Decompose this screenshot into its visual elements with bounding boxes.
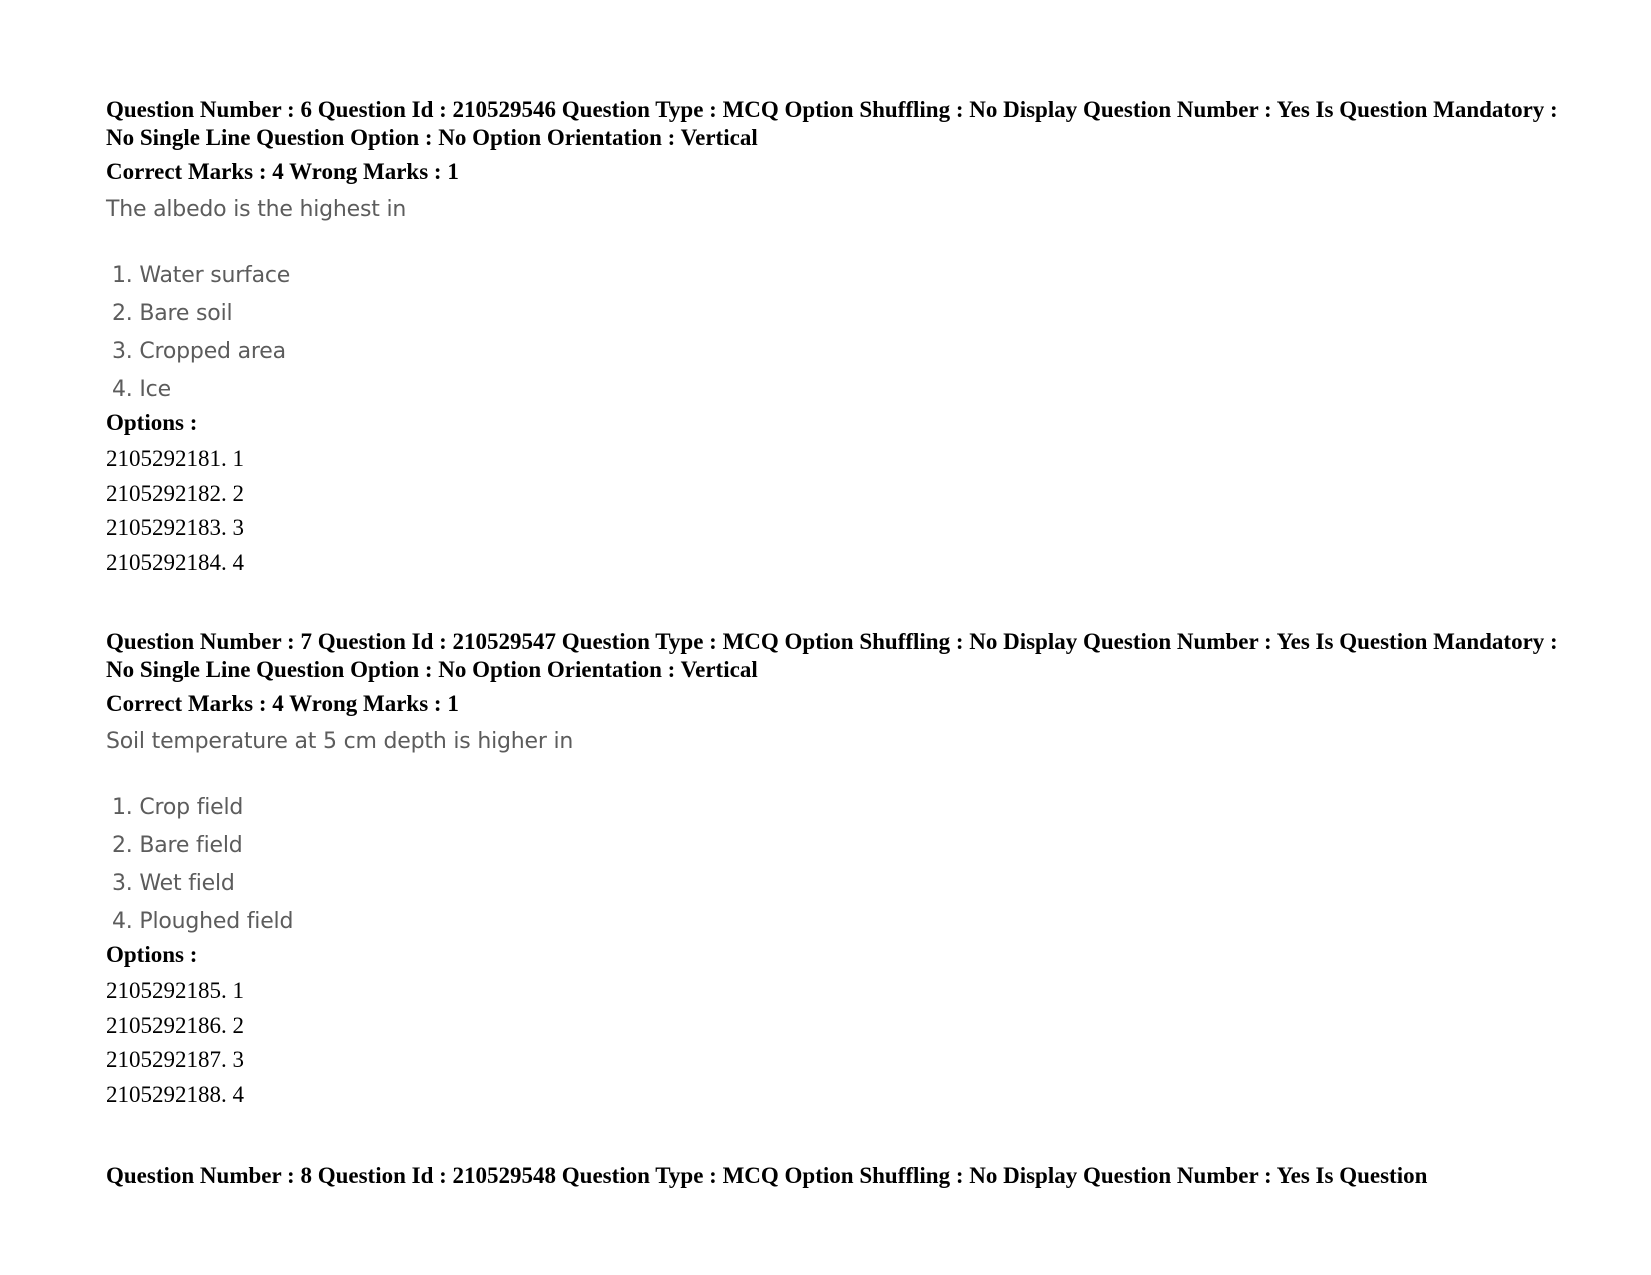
question-marks: Correct Marks : 4 Wrong Marks : 1 bbox=[106, 159, 459, 184]
option-item: 2105292182. 2 bbox=[106, 480, 244, 506]
option-item: 2105292187. 3 bbox=[106, 1047, 244, 1072]
choice-item: 3. Cropped area bbox=[112, 339, 286, 364]
options-label: Options : bbox=[106, 942, 198, 967]
question-stem: The albedo is the highest in bbox=[106, 197, 407, 222]
question-7 bbox=[106, 628, 1566, 1112]
option-item: 2105292184. 4 bbox=[106, 549, 244, 575]
choice-item: 2. Bare soil bbox=[112, 301, 233, 326]
question-8 bbox=[106, 1162, 1566, 1190]
choice-item: 4. Ice bbox=[112, 377, 171, 402]
option-item: 2105292181. 1 bbox=[106, 446, 244, 471]
question-marks: Correct Marks : 4 Wrong Marks : 1 bbox=[106, 691, 459, 716]
option-list bbox=[106, 442, 1566, 580]
question-stem: Soil temperature at 5 cm depth is higher in bbox=[106, 729, 574, 754]
options-label: Options : bbox=[106, 410, 198, 435]
choice-item: 1. Crop field bbox=[112, 795, 244, 820]
option-item: 2105292183. 3 bbox=[106, 515, 244, 540]
question-meta: Question Number : 6 Question Id : 210529546 Question Type : MCQ Option Shuffling : No Display Question Number : Yes Is Question Mandatory : No Single Line Question Option : No Option Orientation : Vertical bbox=[106, 97, 1558, 150]
option-item: 2105292185. 1 bbox=[106, 978, 244, 1003]
option-item: 2105292186. 2 bbox=[106, 1012, 244, 1038]
choice-item: 3. Wet field bbox=[112, 871, 235, 896]
choice-item: 1. Water surface bbox=[112, 263, 291, 288]
choice-item: 4. Ploughed field bbox=[112, 909, 294, 934]
question-meta: Question Number : 7 Question Id : 210529547 Question Type : MCQ Option Shuffling : No Display Question Number : Yes Is Question Mandatory : No Single Line Question Option : No Option Orientation : Vertical bbox=[106, 629, 1558, 682]
question-6 bbox=[106, 96, 1566, 580]
choice-list bbox=[112, 257, 1566, 409]
option-list bbox=[106, 974, 1566, 1112]
choice-item: 2. Bare field bbox=[112, 833, 243, 858]
choice-list bbox=[112, 789, 1566, 941]
option-item: 2105292188. 4 bbox=[106, 1081, 244, 1107]
question-meta: Question Number : 8 Question Id : 210529548 Question Type : MCQ Option Shuffling : No Display Question Number : Yes Is Question bbox=[106, 1163, 1428, 1188]
